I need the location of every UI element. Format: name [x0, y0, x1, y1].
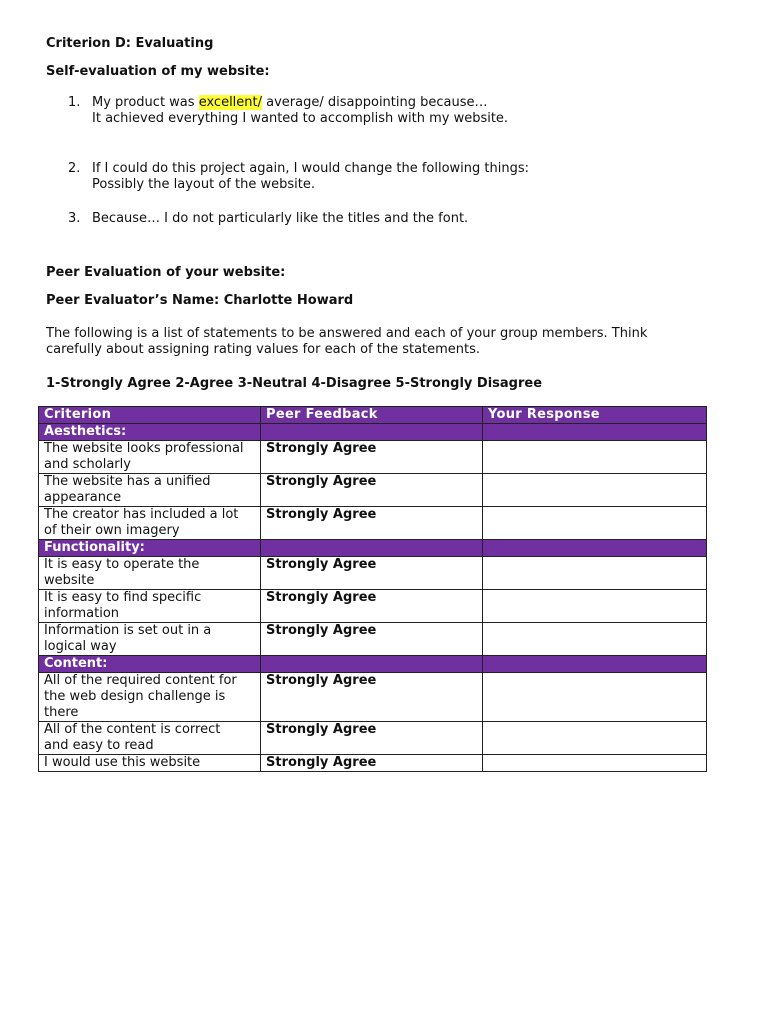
list-text-post: average/ disappointing because… — [262, 95, 488, 110]
criterion-cell: It is easy to operate the website — [39, 557, 261, 590]
list-answer: Possibly the layout of the website. — [92, 177, 315, 192]
list-item — [92, 95, 508, 127]
response-cell[interactable] — [483, 623, 707, 656]
criterion-cell: Information is set out in a logical way — [39, 623, 261, 656]
column-header: Your Response — [483, 407, 707, 424]
section-label: Functionality: — [39, 540, 261, 557]
rating-scale: 1-Strongly Agree 2-Agree 3-Neutral 4-Disagree 5-Strongly Disagree — [46, 376, 543, 391]
self-eval-title: Self-evaluation of my website: — [46, 64, 270, 79]
column-header: Criterion — [39, 407, 261, 424]
peer-evaluator-name: Peer Evaluator’s Name: Charlotte Howard — [46, 293, 354, 308]
response-cell[interactable] — [483, 590, 707, 623]
list-text-pre: My product was — [92, 95, 199, 110]
feedback-cell: Strongly Agree — [261, 441, 483, 474]
criterion-cell: The website looks professional and scholarly — [39, 441, 261, 474]
feedback-cell: Strongly Agree — [261, 474, 483, 507]
table-row — [39, 557, 707, 590]
response-cell[interactable] — [483, 755, 707, 772]
table-header-row — [39, 407, 707, 424]
list-item — [92, 211, 468, 227]
list-number: 1. — [68, 95, 81, 110]
list-question: Because… I do not particularly like the titles and the font. — [92, 211, 469, 226]
response-cell[interactable] — [483, 557, 707, 590]
response-cell[interactable] — [483, 507, 707, 540]
section-row — [39, 424, 707, 441]
section-label: Content: — [39, 656, 261, 673]
list-item — [92, 161, 529, 193]
table-row — [39, 474, 707, 507]
section-row — [39, 540, 707, 557]
feedback-cell: Strongly Agree — [261, 623, 483, 656]
criterion-cell: It is easy to find specific information — [39, 590, 261, 623]
table-row — [39, 623, 707, 656]
list-question: If I could do this project again, I would change the following things: — [92, 161, 529, 176]
table-row — [39, 441, 707, 474]
list-number: 2. — [68, 161, 81, 176]
section-row — [39, 656, 707, 673]
column-header: Peer Feedback — [261, 407, 483, 424]
criterion-cell: All of the required content for the web design challenge is there — [39, 673, 261, 722]
highlighted-word: excellent/ — [198, 95, 263, 110]
feedback-cell: Strongly Agree — [261, 673, 483, 722]
list-answer: It achieved everything I wanted to accomplish with my website. — [92, 111, 509, 126]
criterion-heading: Criterion D: Evaluating — [46, 36, 214, 51]
table-row — [39, 722, 707, 755]
table-row — [39, 755, 707, 772]
section-label: Aesthetics: — [39, 424, 261, 441]
peer-feedback-table — [38, 406, 707, 772]
criterion-cell: The website has a unified appearance — [39, 474, 261, 507]
response-cell[interactable] — [483, 474, 707, 507]
list-number: 3. — [68, 211, 81, 226]
feedback-cell: Strongly Agree — [261, 722, 483, 755]
table-row — [39, 590, 707, 623]
feedback-cell: Strongly Agree — [261, 557, 483, 590]
response-cell[interactable] — [483, 441, 707, 474]
criterion-cell: All of the content is correct and easy to read — [39, 722, 261, 755]
feedback-cell: Strongly Agree — [261, 755, 483, 772]
criterion-cell: I would use this website — [39, 755, 261, 772]
table-row — [39, 507, 707, 540]
response-cell[interactable] — [483, 722, 707, 755]
peer-eval-title: Peer Evaluation of your website: — [46, 265, 286, 280]
criterion-cell: The creator has included a lot of their own imagery — [39, 507, 261, 540]
table-row — [39, 673, 707, 722]
instructions: The following is a list of statements to be answered and each of your group members. Think carefully about assigning rating values for each of the statements. — [46, 326, 648, 357]
response-cell[interactable] — [483, 673, 707, 722]
feedback-cell: Strongly Agree — [261, 507, 483, 540]
feedback-cell: Strongly Agree — [261, 590, 483, 623]
